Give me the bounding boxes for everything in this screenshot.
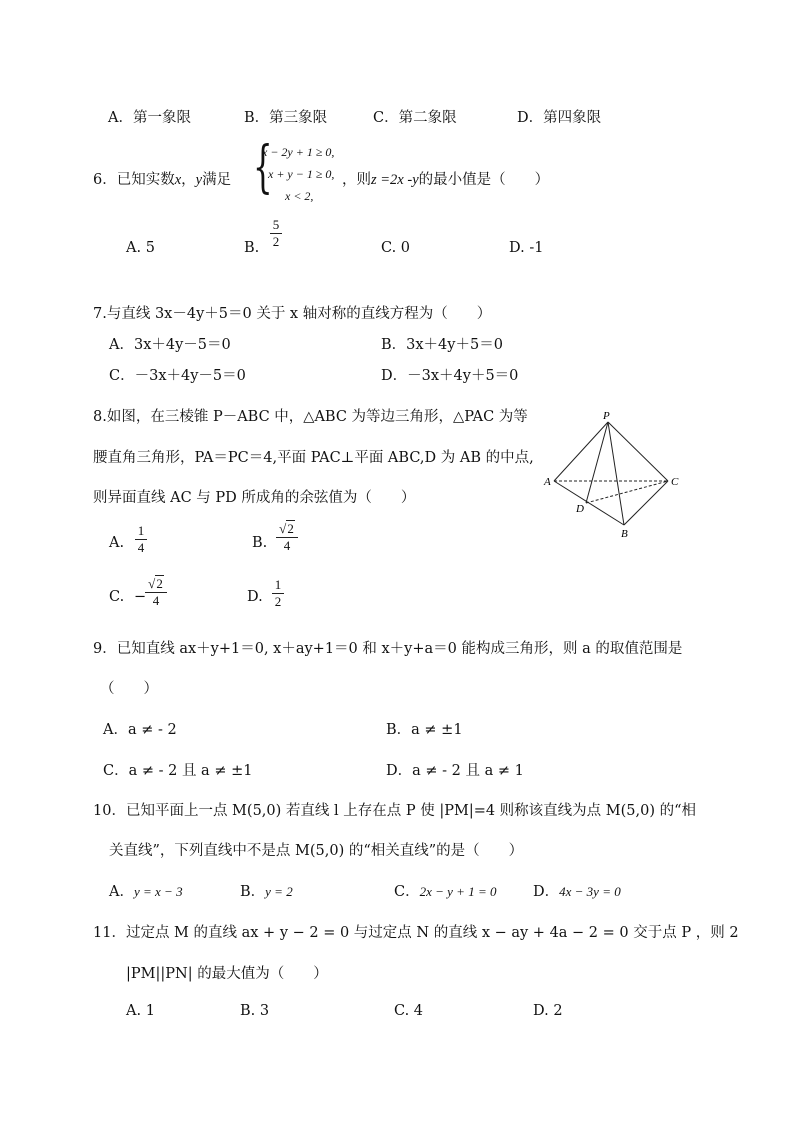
q7-option-a: A．3x＋4y－5＝0: [109, 337, 231, 353]
q9-stem-line-1: 9．已知直线 ax＋y+1＝0, x＋ay+1＝0 和 x＋y+a＝0 能构成三角形，则 a 的取值范围是: [93, 641, 683, 657]
q8-option-d-fraction: 1 2: [272, 578, 284, 610]
q6-stem: 6．已知实数x，y满足: [93, 172, 232, 188]
q5-option-b: B．第三象限: [244, 110, 328, 126]
q8-stem-line-3: 则异面直线 AC 与 PD 所成角的余弦值为（ ）: [93, 490, 416, 506]
q11-option-d: D. 2: [533, 1003, 563, 1019]
label-p: P: [603, 410, 610, 422]
q8-option-c: C.: [109, 589, 125, 605]
q6-system-brace: {: [253, 135, 273, 200]
q9-option-b: B．a ≠ ±1: [386, 722, 463, 738]
q5-option-d: D．第四象限: [517, 110, 602, 126]
q8-tetrahedron-figure: [540, 405, 690, 540]
q6-option-b: B.: [244, 240, 260, 256]
label-d: D: [576, 503, 584, 515]
q6-system-row-2: x + y − 1 ≥ 0,: [268, 167, 335, 181]
q10-option-d: D．4x − 3y = 0: [533, 884, 621, 900]
q8-option-c-sign: −: [134, 589, 147, 605]
q10-option-a: A．y = x − 3: [109, 884, 183, 900]
q11-stem-line-1: 11．过定点 M 的直线 ax + y − 2 = 0 与过定点 N 的直线 x − ay + 4a − 2 = 0 交于点 P ，则 2: [93, 925, 739, 941]
label-c: C: [671, 476, 679, 488]
label-b: B: [621, 528, 628, 540]
q6-system-row-3: x < 2,: [285, 189, 314, 203]
q8-option-b-fraction: √2 4: [276, 522, 298, 554]
q6-stem-tail: ，则z =2x -y的最小值是（ ）: [342, 172, 550, 188]
q7-option-c: C．－3x＋4y－5＝0: [109, 368, 246, 384]
q10-stem-line-2: 关直线”，下列直线中不是点 M(5,0) 的“相关直线”的是（ ）: [109, 843, 524, 859]
q10-option-b: B．y = 2: [240, 884, 293, 900]
q10-option-c: C．2x − y + 1 = 0: [394, 884, 497, 900]
q9-option-c: C．a ≠ - 2 且 a ≠ ±1: [103, 763, 253, 779]
q7-option-d: D．－3x＋4y＋5＝0: [381, 368, 519, 384]
q8-option-a: A.: [109, 535, 125, 551]
label-a: A: [544, 476, 551, 488]
q8-option-b: B.: [252, 535, 268, 551]
q11-option-b: B. 3: [240, 1003, 270, 1019]
q10-stem-line-1: 10．已知平面上一点 M(5,0) 若直线 l 上存在点 P 使 |PM|=4 则称该直线为点 M(5,0) 的“相: [93, 803, 697, 819]
q6-option-c: C. 0: [381, 240, 411, 256]
q8-stem-line-2: 腰直角三角形，PA＝PC＝4,平面 PAC⊥平面 ABC,D 为 AB 的中点,: [93, 450, 534, 466]
q8-option-d: D.: [247, 589, 263, 605]
q6-system-row-1: x − 2y + 1 ≥ 0,: [262, 145, 335, 159]
q9-option-d: D．a ≠ - 2 且 a ≠ 1: [386, 763, 524, 779]
q11-stem-line-2: |PM||PN| 的最大值为（ ）: [126, 966, 328, 982]
q6-option-a: A. 5: [126, 240, 155, 256]
edge-bc: [624, 481, 668, 525]
q11-option-a: A. 1: [126, 1003, 155, 1019]
q11-option-c: C. 4: [394, 1003, 424, 1019]
edge-ab: [554, 481, 624, 525]
q5-option-a: A．第一象限: [108, 110, 191, 126]
q5-option-c: C．第二象限: [373, 110, 457, 126]
edge-dc-hidden: [586, 481, 668, 503]
edge-pc: [608, 422, 668, 481]
q6-option-d: D. -1: [509, 240, 544, 256]
q7-option-b: B．3x＋4y＋5＝0: [381, 337, 503, 353]
q8-stem-line-1: 8.如图，在三棱锥 P－ABC 中，△ABC 为等边三角形，△PAC 为等: [93, 409, 528, 425]
q6-option-b-fraction: 5 2: [270, 218, 282, 250]
edge-pb: [608, 422, 624, 525]
q8-option-a-fraction: 1 4: [135, 524, 147, 556]
q9-stem-line-2: （ ）: [100, 681, 158, 697]
q7-stem: 7.与直线 3x－4y＋5＝0 关于 x 轴对称的直线方程为（ ）: [93, 306, 492, 322]
q8-option-c-fraction: √2 4: [145, 577, 167, 609]
q9-option-a: A．a ≠ - 2: [103, 722, 177, 738]
